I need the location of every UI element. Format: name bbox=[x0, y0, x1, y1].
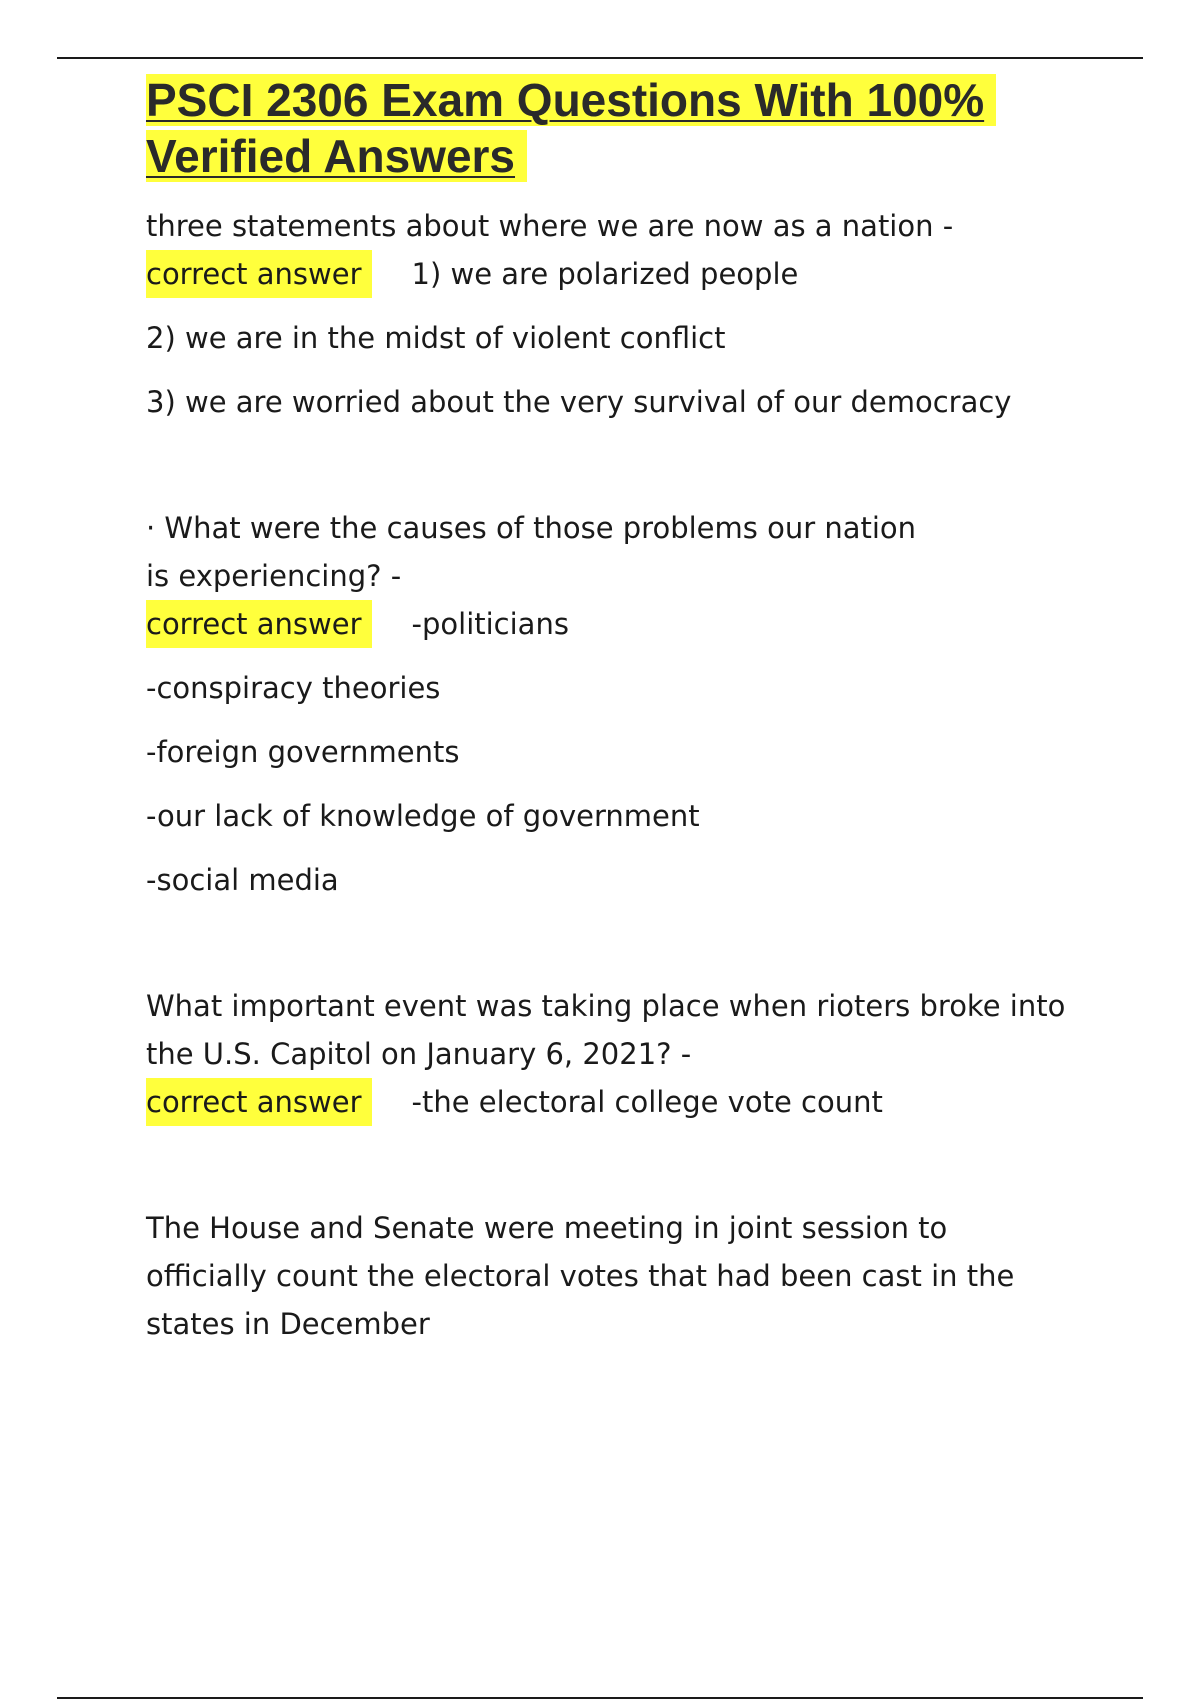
answer-item: -our lack of knowledge of government bbox=[146, 799, 700, 833]
correct-answer-label: correct answer bbox=[146, 1078, 372, 1126]
answer-item: 3) we are worried about the very survival of our democracy bbox=[146, 385, 1012, 419]
top-rule bbox=[57, 57, 1143, 59]
correct-answer-label: correct answer bbox=[146, 250, 372, 298]
title-text: PSCI 2306 Exam Questions With 100% Verified Answers bbox=[146, 74, 996, 182]
answer-text: -the electoral college vote count bbox=[411, 1085, 883, 1119]
answer-text: -politicians bbox=[411, 607, 569, 641]
question-text: · What were the causes of those problems our nation is experiencing? - bbox=[146, 511, 926, 593]
answer-item: -foreign governments bbox=[146, 735, 460, 769]
answer-item: 2) we are in the midst of violent conflict bbox=[146, 321, 726, 355]
qa-block-3 bbox=[146, 982, 1096, 1126]
answer-row bbox=[146, 600, 1096, 648]
qa-block-1 bbox=[146, 202, 1096, 426]
answer-text: 1) we are polarized people bbox=[411, 257, 799, 291]
answer-row bbox=[146, 250, 1096, 298]
question-text: What important event was taking place when rioters broke into the U.S. Capitol on January 6, 2021? - bbox=[146, 989, 1075, 1071]
answer-item: -conspiracy theories bbox=[146, 671, 441, 705]
qa-block-2 bbox=[146, 504, 1096, 904]
answer-row bbox=[146, 1078, 1096, 1126]
closing-paragraph: The House and Senate were meeting in joint session to officially count the electoral votes that had been cast in the states in December bbox=[146, 1211, 1024, 1341]
correct-answer-label: correct answer bbox=[146, 600, 372, 648]
document-body bbox=[146, 72, 1096, 1348]
question-text: three statements about where we are now as a nation - bbox=[146, 209, 954, 243]
document-title bbox=[146, 72, 1096, 184]
bottom-rule bbox=[57, 1697, 1143, 1699]
answer-item: -social media bbox=[146, 863, 339, 897]
